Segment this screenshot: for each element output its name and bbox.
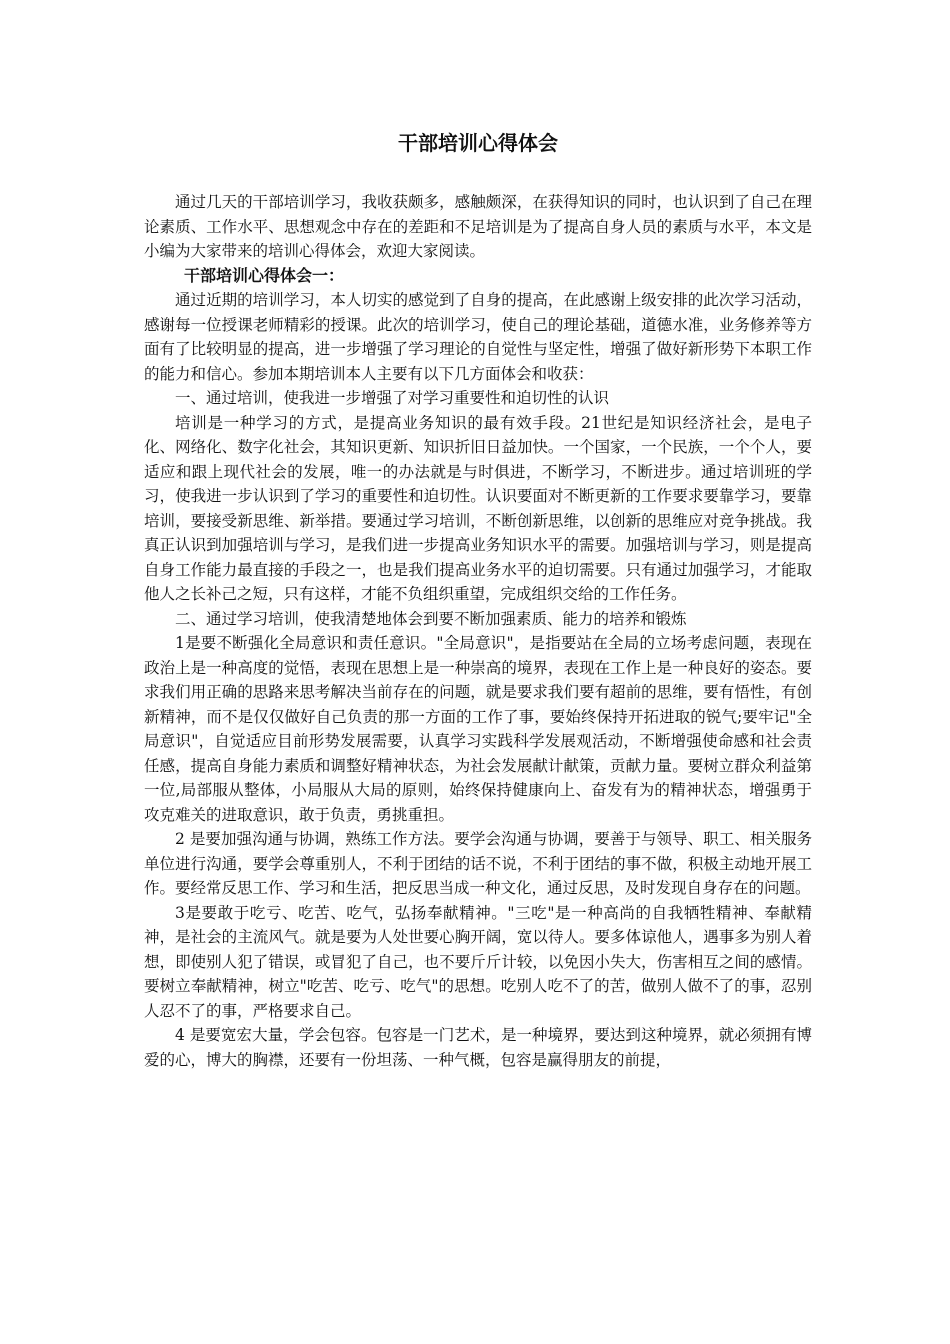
body-paragraph: 2 是要加强沟通与协调，熟练工作方法。要学会沟通与协调，要善于与领导、职工、相关服务单位进行沟通，要学会尊重别人，不利于团结的话不说，不利于团结的事不做，积极主动地开展工作。要经常反思工作、学习和生活，把反思当成一种文化，通过反思，及时发现自身存在的问题。 bbox=[144, 830, 812, 897]
body-paragraph: 通过近期的培训学习，本人切实的感觉到了自身的提高，在此感谢上级安排的此次学习活动，感谢每一位授课老师精彩的授课。此次的培训学习，使自己的理论基础，道德水准，业务修养等方面有了比较明显的提高，进一步增强了学习理论的自觉性与坚定性，增强了做好新形势下本职工作的能力和信心。参加本期培训本人主要有以下几方面体会和收获： bbox=[144, 291, 812, 383]
document-title: 干部培训心得体会 bbox=[398, 131, 558, 155]
document-page bbox=[144, 126, 812, 1072]
body-paragraph: 3是要敢于吃亏、吃苦、吃气，弘扬奉献精神。"三吃"是一种高尚的自我牺牲精神、奉献精神，是社会的主流风气。就是要为人处世要心胸开阔，宽以待人。要多体谅他人，遇事多为别人着想，即使别人犯了错误，或冒犯了自己，也不要斤斤计较，以免因小失大，伤害相互之间的感情。要树立奉献精神，树立"吃苦、吃亏、吃气"的思想。吃别人吃不了的苦，做别人做不了的事，忍别人忍不了的事，严格要求自己。 bbox=[144, 903, 812, 1020]
section-heading: 干部培训心得体会一： bbox=[184, 265, 345, 285]
body-paragraph: 1是要不断强化全局意识和责任意识。"全局意识"，是指要站在全局的立场考虑问题，表现在政治上是一种高度的觉悟，表现在思想上是一种崇高的境界，表现在工作上是一种良好的姿态。要求我们用正确的思路来思考解决当前存在的问题，就是要求我们要有超前的思维，要有悟性，有创新精神，而不是仅仅做好自己负责的那一方面的工作了事，要始终保持开拓进取的锐气;要牢记"全局意识"，自觉适应目前形势发展需要，认真学习实践科学发展观活动，不断增强使命感和社会责任感，提高自身能力素质和调整好精神状态，为社会发展献计献策，贡献力量。要树立群众利益第一位,局部服从整体，小局服从大局的原则，始终保持健康向上、奋发有为的精神状态，增强勇于攻克难关的进取意识，敢于负责，勇挑重担。 bbox=[144, 634, 812, 824]
intro-paragraph: 通过几天的干部培训学习，我收获颇多，感触颇深，在获得知识的同时，也认识到了自己在理论素质、工作水平、思想观念中存在的差距和不足培训是为了提高自身人员的素质与水平，本文是小编为大家带来的培训心得体会，欢迎大家阅读。 bbox=[144, 193, 812, 260]
subheading-paragraph: 二、通过学习培训，使我清楚地体会到要不断加强素质、能力的培养和锻炼 bbox=[175, 609, 687, 628]
body-paragraph: 4 是要宽宏大量，学会包容。包容是一门艺术，是一种境界，要达到这种境界，就必须拥有博爱的心，博大的胸襟，还要有一份坦荡、一种气概，包容是赢得朋友的前提， bbox=[144, 1026, 812, 1069]
body-paragraph: 培训是一种学习的方式，是提高业务知识的最有效手段。21世纪是知识经济社会，是电子化、网络化、数字化社会，其知识更新、知识折旧日益加快。一个国家，一个民族，一个个人，要适应和跟上现代社会的发展，唯一的办法就是与时俱进，不断学习，不断进步。通过培训班的学习，使我进一步认识到了学习的重要性和迫切性。认识要面对不断更新的工作要求要靠学习，要靠培训，要接受新思维、新举措。要通过学习培训，不断创新思维，以创新的思维应对竞争挑战。我真正认识到加强培训与学习，是我们进一步提高业务知识水平的需要。加强培训与学习，则是提高自身工作能力最直接的手段之一，也是我们提高业务水平的迫切需要。只有通过加强学习，才能取他人之长补己之短，只有这样，才能不负组织重望，完成组织交给的工作任务。 bbox=[144, 413, 812, 603]
subheading-paragraph: 一、通过培训，使我进一步增强了对学习重要性和迫切性的认识 bbox=[175, 389, 610, 407]
